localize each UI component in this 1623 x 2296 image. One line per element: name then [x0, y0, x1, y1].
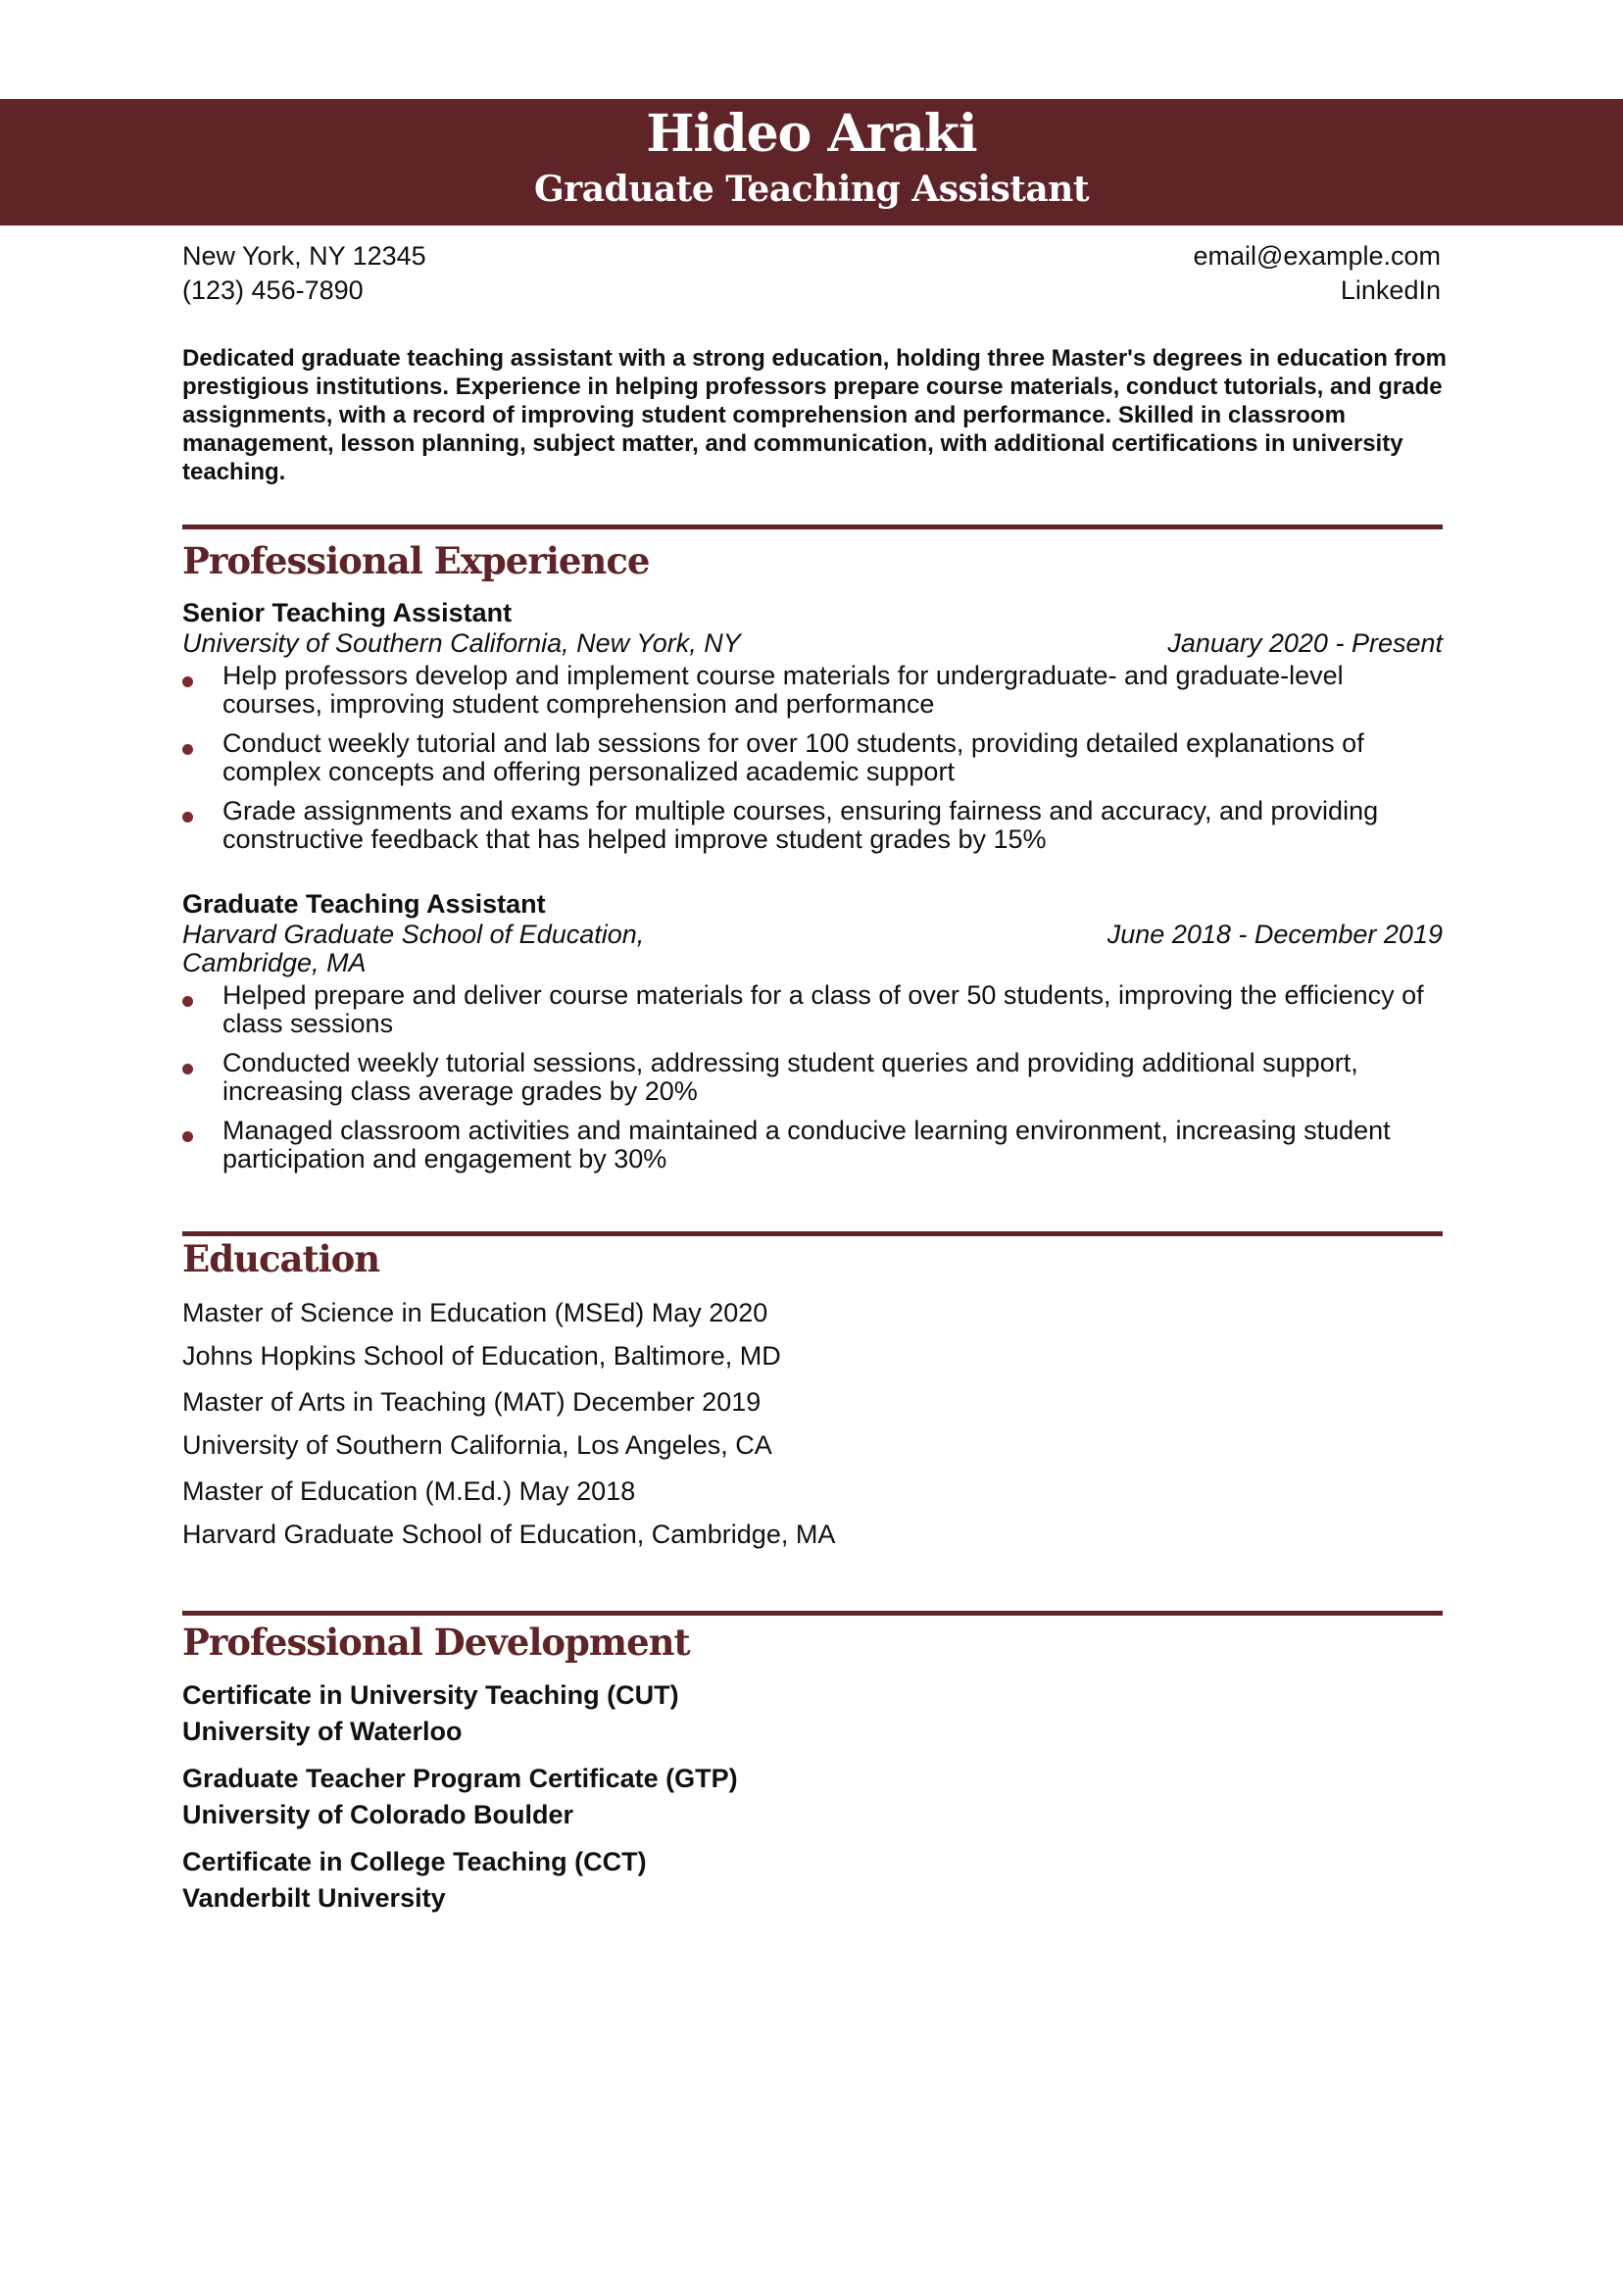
section-divider	[182, 524, 1443, 529]
job-dates: January 2020 - Present	[1167, 628, 1443, 658]
list-item: Help professors develop and implement course materials for undergraduate- and graduate-level courses, improving student comprehension and performance	[182, 662, 1443, 719]
contact-email[interactable]: email@example.com	[1193, 241, 1441, 271]
job-meta	[182, 921, 1443, 977]
bullet-icon	[182, 676, 193, 687]
certificate-org: University of Waterloo	[182, 1717, 463, 1746]
school: University of Southern California, Los Angeles, CA	[182, 1430, 772, 1460]
list-item	[182, 1677, 738, 1750]
job-entry	[182, 887, 1443, 1184]
bullet-icon	[182, 744, 193, 755]
list-item: Grade assignments and exams for multiple courses, ensuring fairness and accuracy, and providing constructive feedback that has helped improve student grades by 15%	[182, 797, 1443, 854]
degree: Master of Arts in Teaching (MAT) December 2019	[182, 1387, 762, 1417]
degree: Master of Science in Education (MSEd) May 2020	[182, 1298, 768, 1327]
degree: Master of Education (M.Ed.) May 2018	[182, 1476, 636, 1506]
job-entry	[182, 596, 1443, 865]
certificate-org: University of Colorado Boulder	[182, 1800, 574, 1829]
education-list	[182, 1291, 835, 1559]
development-heading: Professional Development	[182, 1621, 690, 1664]
certificate-name: Certificate in University Teaching (CUT)	[182, 1680, 679, 1710]
bullet-icon	[182, 1064, 193, 1074]
job-organization: University of Southern California, New York, NY	[182, 628, 741, 658]
header-banner	[0, 99, 1623, 225]
list-item: Helped prepare and deliver course materials for a class of over 50 students, improving the efficiency of class sessions	[182, 981, 1443, 1038]
bullet-icon	[182, 1131, 193, 1142]
bullet-icon	[182, 996, 193, 1007]
list-item: Managed classroom activities and maintained a conducive learning environment, increasing student participation and engagement by 30%	[182, 1117, 1443, 1173]
certificate-name: Graduate Teacher Program Certificate (GTP)	[182, 1764, 738, 1793]
contact-left	[182, 239, 426, 308]
list-item: Conduct weekly tutorial and lab sessions for over 100 students, providing detailed explanations of complex concepts and offering personalized academic support	[182, 729, 1443, 786]
job-title: Senior Teaching Assistant	[182, 598, 513, 627]
list-item: Conducted weekly tutorial sessions, addressing student queries and providing additional support, increasing class average grades by 20%	[182, 1049, 1443, 1106]
job-dates: June 2018 - December 2019	[1107, 920, 1443, 949]
job-bullets	[182, 662, 1443, 854]
candidate-title: Graduate Teaching Assistant	[534, 169, 1089, 210]
certificate-name: Certificate in College Teaching (CCT)	[182, 1847, 647, 1876]
section-divider	[182, 1611, 1443, 1616]
school: Harvard Graduate School of Education, Cambridge, MA	[182, 1520, 836, 1549]
contact-linkedin[interactable]: LinkedIn	[1340, 275, 1441, 305]
job-bullets	[182, 981, 1443, 1173]
list-item	[182, 1844, 738, 1917]
contact-right	[1194, 239, 1442, 308]
list-item	[182, 1761, 738, 1833]
school: Johns Hopkins School of Education, Baltimore, MD	[182, 1341, 781, 1371]
contact-address: New York, NY 12345	[182, 241, 426, 271]
summary: Dedicated graduate teaching assistant with a strong education, holding three Master's degrees in education from prestigious institutions. Experience in helping professors prepare course materials, conduct tutorials, and grade assignments, with a record of improving student comprehension and performance. Skilled in classroom management, lesson planning, subject matter, and communication, with additional certifications in university teaching.	[182, 345, 1447, 485]
development-list	[182, 1677, 738, 1927]
education-heading: Education	[182, 1237, 380, 1280]
job-organization: Harvard Graduate School of Education, Cambridge, MA	[182, 920, 645, 977]
candidate-name: Hideo Araki	[646, 104, 977, 164]
bullet-icon	[182, 812, 193, 823]
job-meta	[182, 629, 1443, 658]
contact-phone: (123) 456-7890	[182, 275, 364, 305]
certificate-org: Vanderbilt University	[182, 1883, 446, 1913]
job-title: Graduate Teaching Assistant	[182, 889, 546, 919]
experience-heading: Professional Experience	[182, 539, 650, 582]
